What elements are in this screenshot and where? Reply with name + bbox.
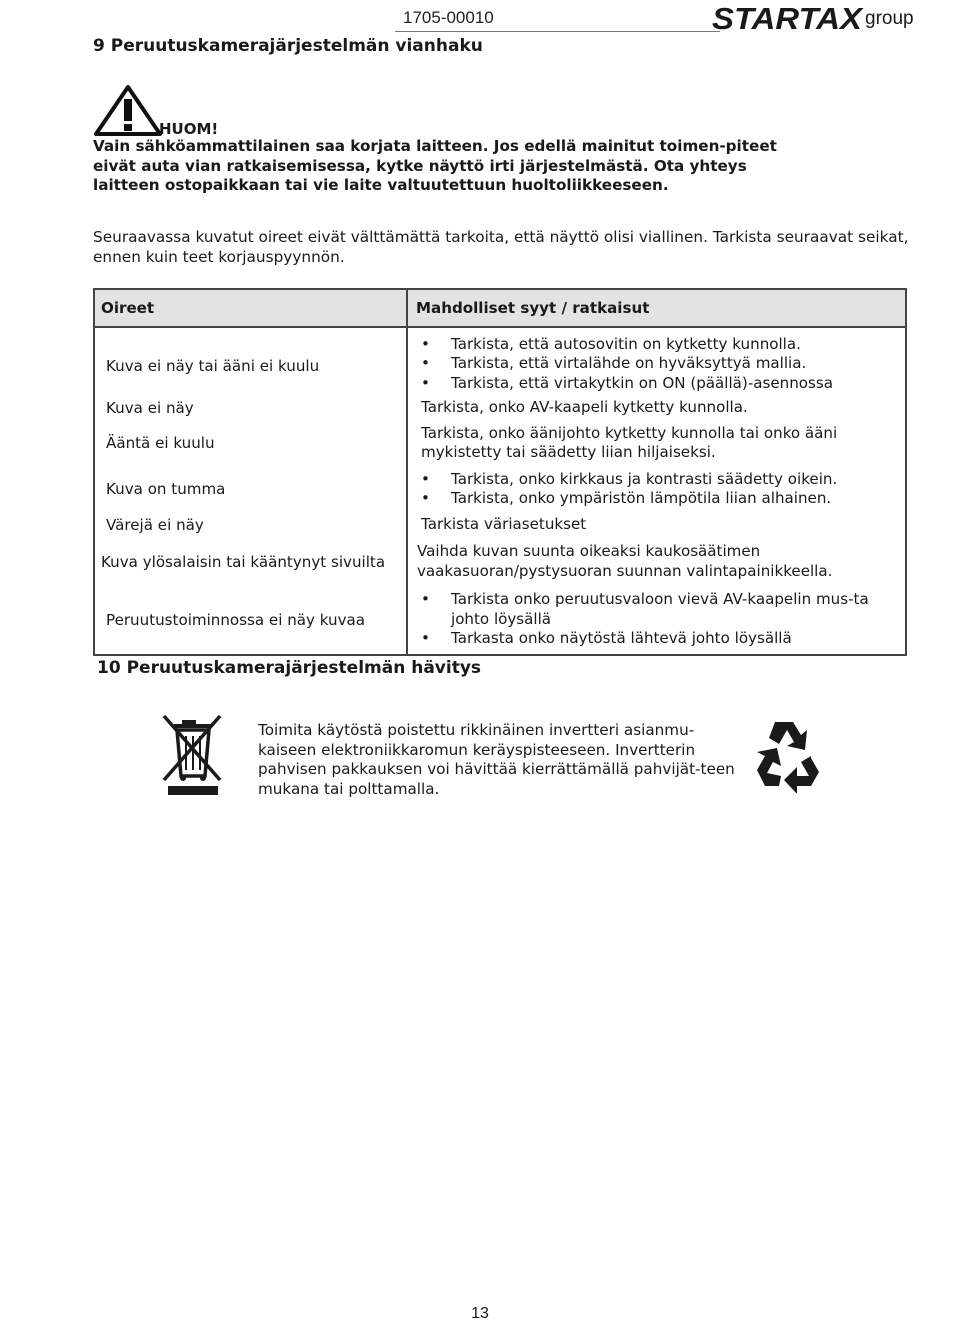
solution-text: Tarkista, onko AV-kaapeli kytketty kunnolla.	[421, 397, 748, 416]
table-row	[94, 466, 906, 512]
solution-list	[409, 335, 904, 394]
symptom-text: Värejä ei näy	[106, 516, 204, 534]
table-row	[94, 420, 906, 466]
list-item: • Tarkista onko peruutusvaloon vievä AV-kaapelin mus-ta johto löysällä	[421, 590, 904, 629]
list-item: • Tarkasta onko näytöstä lähtevä johto löysällä	[421, 629, 904, 649]
document-number: 1705-00010	[403, 8, 494, 27]
warning-label: HUOM!	[159, 120, 219, 138]
solution-list	[409, 470, 904, 509]
table-header-row	[94, 289, 906, 327]
solution-text: Tarkista, onko äänijohto kytketty kunnolla tai onko ääni mykistetty tai säädetty liian hiljaiseksi.	[421, 423, 838, 461]
logo-brand: STARTAX	[712, 2, 865, 34]
header-divider	[395, 31, 720, 32]
solution-text: Vaihda kuvan suunta oikeaksi kaukosäätimen vaakasuoran/pystysuoran suunnan valintapainikkeella.	[417, 542, 833, 580]
solution-text: Tarkista väriasetukset	[421, 515, 587, 534]
troubleshooting-table	[93, 288, 907, 656]
header-solutions: Mahdolliset syyt / ratkaisut	[407, 289, 906, 327]
table-row	[94, 395, 906, 420]
list-item: • Tarkista, että virtakytkin on ON (päällä)-asennossa	[421, 374, 904, 394]
symptom-text: Kuva ylösalaisin tai kääntynyt sivuilta	[101, 552, 386, 571]
symptom-text: Ääntä ei kuulu	[106, 434, 215, 452]
list-item: • Tarkista, että virtalähde on hyväksyttyä mallia.	[421, 354, 904, 374]
warning-text: Vain sähköammattilainen saa korjata laitteen. Jos edellä mainitut toimen-piteet eivät auta vian ratkaisemisessa, kytke näyttö irti järjestelmästä. Ota yhteys laitteen ostopaikkaan tai vie laite valtuutettuun huoltoliikkeeseen.	[93, 137, 777, 194]
logo-suffix: group	[865, 8, 914, 29]
intro-paragraph: Seuraavassa kuvatut oireet eivät välttämättä tarkoita, että näyttö olisi viallinen. Tarkista seuraavat seikat, ennen kuin teet korjauspyynnön.	[93, 228, 909, 266]
warning-triangle-icon	[93, 84, 163, 136]
section-title-disposal: 10 Peruutuskamerajärjestelmän hävitys	[97, 658, 482, 678]
list-item: • Tarkista, että autosovitin on kytketty kunnolla.	[421, 335, 904, 355]
symptom-text: Kuva on tumma	[106, 480, 226, 498]
list-item: • Tarkista, onko ympäristön lämpötila liian alhainen.	[421, 489, 904, 509]
symptom-text: Kuva ei näy	[106, 398, 194, 417]
table-row	[94, 512, 906, 538]
recycle-icon	[753, 718, 821, 793]
section-title-troubleshooting: 9 Peruutuskamerajärjestelmän vianhaku	[93, 36, 483, 56]
page-number: 13	[471, 1305, 489, 1322]
weee-bin-icon	[162, 714, 224, 796]
list-item: • Tarkista, onko kirkkaus ja kontrasti säädetty oikein.	[421, 470, 904, 490]
disposal-text: Toimita käytöstä poistettu rikkinäinen invertteri asianmu-kaiseen elektroniikkaromun keräyspisteeseen. Invertterin pahvisen pakkauksen voi hävittää kierrättämällä pahvijät-teen mukana tai polttamalla.	[258, 721, 735, 798]
startax-logo	[712, 2, 922, 34]
solution-list	[409, 590, 904, 649]
table-row	[94, 327, 906, 395]
header-symptoms: Oireet	[94, 289, 407, 327]
table-row	[94, 538, 906, 585]
table-row	[94, 585, 906, 655]
symptom-text: Peruutustoiminnossa ei näy kuvaa	[106, 610, 366, 629]
symptom-text: Kuva ei näy tai ääni ei kuulu	[106, 357, 320, 375]
